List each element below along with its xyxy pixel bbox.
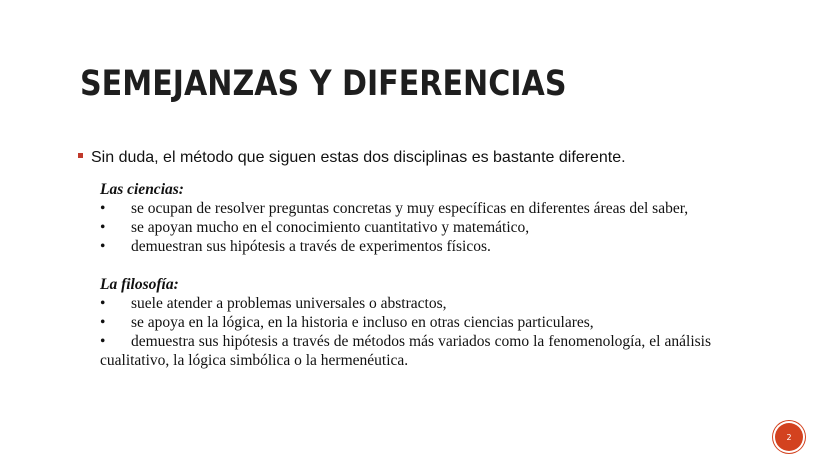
list-item-text: suele atender a problemas universales o abstractos, [131, 295, 447, 312]
list-item-text: se apoyan mucho en el conocimiento cuantitativo y matemático, [131, 219, 530, 236]
list-item [100, 237, 711, 256]
list-item-text: se apoya en la lógica, en la historia e incluso en otras ciencias particulares, [131, 314, 594, 331]
bullet-dot-icon: • [100, 238, 106, 255]
list-item [100, 294, 711, 313]
list-item [100, 199, 711, 218]
bullet-dot-icon: • [100, 295, 106, 312]
square-bullet-icon [78, 153, 83, 158]
section-gap [100, 256, 711, 275]
list-item-text: demuestran sus hipótesis a través de experimentos físicos. [131, 238, 491, 255]
slide-content [100, 180, 711, 370]
slide-title: SEMEJANZAS Y DIFERENCIAS [80, 64, 567, 104]
slide-number: 2 [786, 432, 792, 442]
list-item-text: demuestra sus hipótesis a través de métodos más variados como la fenomenología, el análisis cualitativo, la lógica simbólica o la hermenéutica. [100, 333, 711, 369]
list-item [100, 332, 711, 370]
bullet-dot-icon: • [100, 314, 106, 331]
list-item-text: se ocupan de resolver preguntas concretas y muy específicas en diferentes áreas del saber, [131, 200, 689, 217]
bullet-dot-icon: • [100, 333, 106, 350]
bullet-dot-icon: • [100, 219, 106, 236]
section-heading-filosofia: La filosofía: [100, 276, 179, 293]
intro-paragraph [78, 147, 626, 169]
list-item [100, 313, 711, 332]
slide-number-badge[interactable] [775, 423, 803, 451]
section-heading-ciencias: Las ciencias: [100, 181, 184, 198]
intro-text: Sin duda, el método que siguen estas dos disciplinas es bastante diferente. [91, 149, 626, 166]
bullet-dot-icon: • [100, 200, 106, 217]
list-item [100, 218, 711, 237]
